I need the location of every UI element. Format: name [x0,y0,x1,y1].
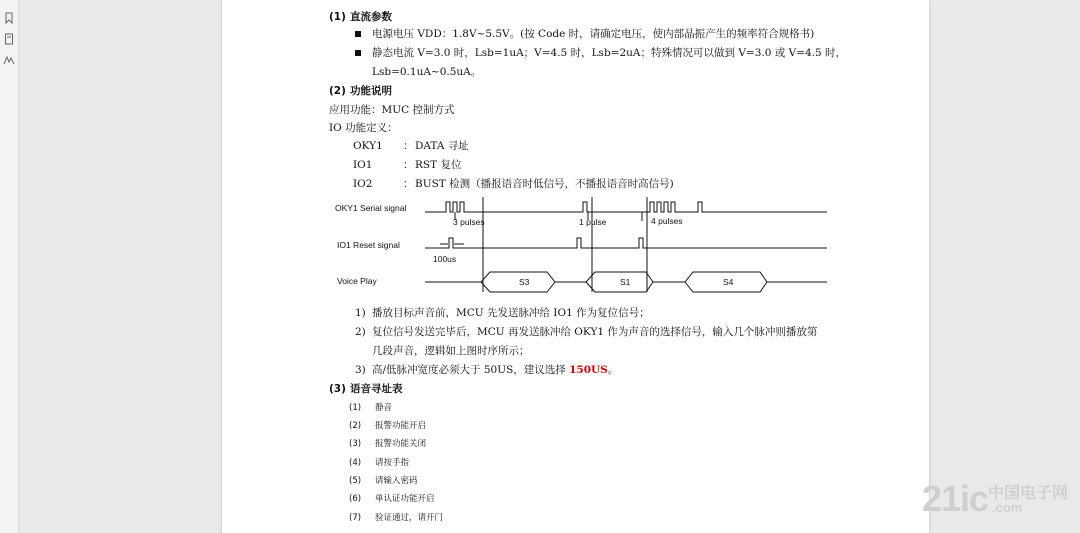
io-definition-line: IO 功能定义： [329,122,398,134]
voice-s3-bottom [481,282,555,292]
label-io1-reset-signal: IO1 Reset signal [337,240,400,250]
section3-number: (3) [329,383,346,395]
label-voice-play: Voice Play [337,276,377,286]
voice-item-text: 验证通过，请开门 [375,513,444,523]
step-text: 复位信号发送完毕后，MCU 再发送脉冲给 OKY1 作为声音的选择信号，输入几个脉冲则播放第 [372,326,818,338]
step-number: 2) [355,326,366,338]
bullet-text-vdd: 电源电压 VDD：1.8V~5.5V。(按 Code 时，请确定电压，使内部晶振产生的频率符合规格书) [372,28,815,40]
voice-item-text: 请按手指 [375,458,410,468]
document-page [222,0,929,533]
section1-title: 直流参数 [350,11,392,23]
bullet-text-current-cont: Lsb=0.1uA~0.5uA。 [372,66,482,78]
timing-diagram [222,192,929,300]
step-number: 3) [355,364,366,376]
signature-icon[interactable] [3,54,15,66]
recommended-width-highlight: 150US [569,364,608,376]
voice-item-number: (7) [349,513,362,523]
io-desc-oky1: DATA 寻址 [415,140,469,152]
io-desc-io1: RST 复位 [415,159,462,171]
oky1-waveform [425,202,827,212]
section2-number: (2) [329,85,346,97]
step-text-cont: 几段声音，逻辑如上图时序所示； [372,345,530,357]
voice-item-number: (4) [349,458,362,468]
label-100us: 100us [433,254,457,264]
voice-item-text: 单认证功能开启 [375,494,435,504]
watermark-logo: 21ic [922,478,989,519]
voice-item-text: 报警功能开启 [375,421,427,431]
step-number: 1) [355,307,366,319]
io-pin-oky1: OKY1 [353,140,383,152]
bullet-text-current: 静态电流 V=3.0 时，Lsb=1uA；V=4.5 时，Lsb=2uA；特殊情况可以做到 V=3.0 或 V=4.5 时， [372,47,846,59]
watermark-com: .com [992,500,1023,515]
bookmark-icon[interactable] [3,12,15,24]
voice-item-number: (3) [349,439,362,449]
viewer-sidebar [0,0,19,533]
section3-title: 语音寻址表 [350,383,403,395]
io-sep: ： [403,140,414,152]
app-function-line: 应用功能：MUC 控制方式 [329,104,455,116]
watermark-cn: 中国电子网 [988,485,1069,502]
io-pin-io1: IO1 [353,159,373,171]
step-text-with-highlight [372,363,618,377]
label-oky1-serial-signal: OKY1 Serial signal [335,203,407,213]
voice-segment-s1: S1 [620,277,631,287]
voice-item-number: (2) [349,421,362,431]
section1-number: (1) [329,11,346,23]
voice-segment-s4: S4 [723,277,734,287]
step-text: 播放目标声音前，MCU 先发送脉冲给 IO1 作为复位信号； [372,307,650,319]
voice-item-number: (1) [349,403,362,413]
voice-segment-s3: S3 [519,277,530,287]
section2-title: 功能说明 [350,85,392,97]
bullet-icon [355,50,361,56]
io-sep: ： [403,159,414,171]
label-3-pulses: 3 pulses [453,217,485,227]
io-pin-io2: IO2 [353,178,373,190]
bullet-icon [355,31,361,37]
voice-item-number: (5) [349,476,362,486]
voice-item-number: (6) [349,494,362,504]
voice-item-text: 请输入密码 [375,476,418,486]
site-watermark [922,478,1072,522]
step-text: 高/低脉冲宽度必须大于 50US，建议选择 [372,364,570,376]
label-1-pulse: 1 pulse [579,217,607,227]
page-thumbnail-icon[interactable] [3,33,15,45]
voice-item-text: 报警功能关闭 [375,439,427,449]
voice-item-text: 静音 [375,403,393,413]
io1-waveform [425,238,827,248]
io-sep: ： [403,178,414,190]
label-4-pulses: 4 pulses [651,216,683,226]
step-text-tail: 。 [607,364,619,376]
io-desc-io2: BUST 检测（播报语音时低信号，不播报语音时高信号) [415,178,674,190]
